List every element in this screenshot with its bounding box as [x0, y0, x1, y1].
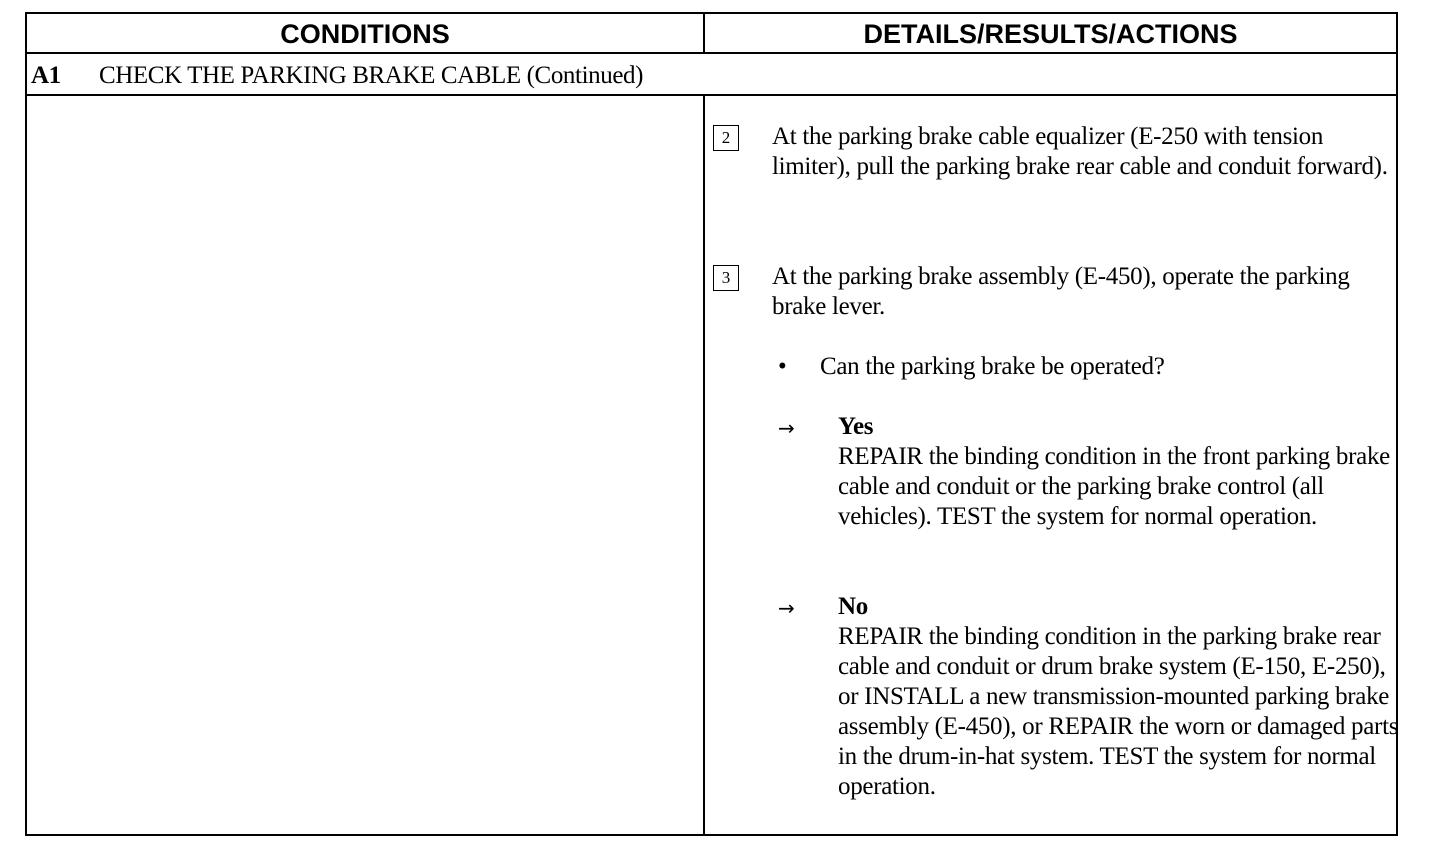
column-divider	[703, 94, 705, 836]
answer-no-text: REPAIR the binding condition in the parking brake rear cable and conduit or drum brake system (E-150, E-250), or INSTALL a new transmission-mounted parking brake assembly (E-450), or REPAIR the worn or damaged parts in the drum-in-hat system. TEST the system for normal operation.	[838, 623, 1399, 800]
step-2-text: At the parking brake cable equalizer (E-250 with tension limiter), pull the parking brake rear cable and conduit forward).	[772, 123, 1388, 180]
answer-yes	[838, 412, 1403, 532]
section-title-row	[31, 58, 643, 94]
section-title: CHECK THE PARKING BRAKE CABLE (Continued)	[99, 62, 644, 89]
step-3-text: At the parking brake assembly (E-450), operate the parking brake lever.	[772, 263, 1350, 320]
answer-yes-text: REPAIR the binding condition in the front parking brake cable and conduit or the parking brake control (all vehicles). TEST the system for normal operation.	[838, 443, 1390, 530]
step-3-number-box: 3	[713, 265, 739, 291]
conditions-header: CONDITIONS	[280, 18, 450, 49]
answer-no	[838, 592, 1403, 802]
answer-no-label: No	[838, 593, 868, 620]
header-divider	[27, 52, 1396, 54]
header-column-divider	[703, 14, 705, 54]
bullet-icon: •	[778, 353, 787, 380]
yes-arrow-icon: →	[778, 416, 795, 440]
question-text: Can the parking brake be operated?	[820, 353, 1165, 380]
step-2-number-box: 2	[713, 125, 739, 151]
no-arrow-icon: →	[778, 596, 795, 620]
details-results-actions-header: DETAILS/RESULTS/ACTIONS	[863, 18, 1238, 49]
answer-yes-label: Yes	[838, 413, 874, 440]
section-divider	[27, 94, 1396, 96]
diagnostic-table	[25, 12, 1398, 836]
section-id: A1	[31, 62, 61, 89]
